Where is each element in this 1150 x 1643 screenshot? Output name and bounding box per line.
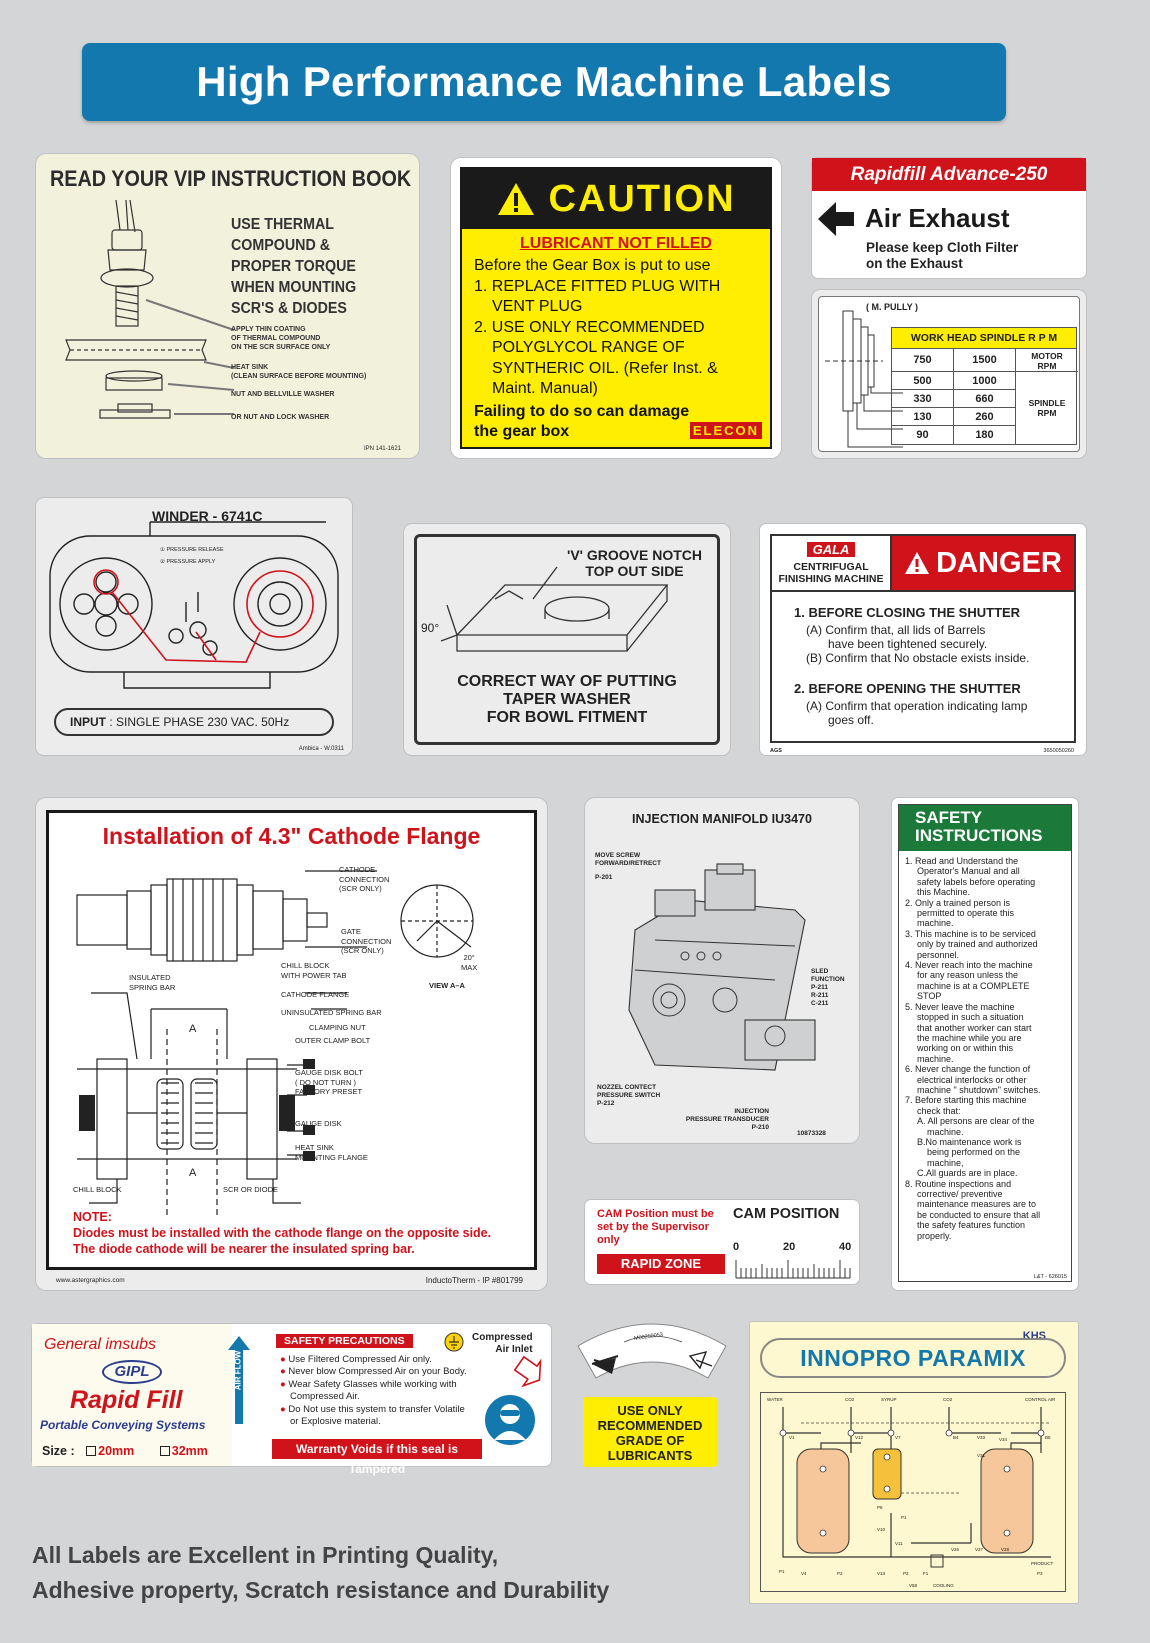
rapidfill-title: Rapidfill Advance-250 [812, 158, 1086, 191]
angle-label: 90° [421, 621, 440, 635]
table-cell: 130 [892, 408, 954, 426]
vip-title: READ YOUR VIP INSTRUCTION BOOK [50, 166, 412, 191]
cathode-title: Installation of 4.3" Cathode Flange [102, 823, 481, 849]
danger-body: 1. BEFORE CLOSING THE SHUTTER (A) Confirm that, all lids of Barrels have been tightened securely. (B) Confirm that No obstacle exists inside. 2. BEFORE OPENING THE SHUTTER (A) Confirm that operation indicating lamp goes off. [794, 605, 1030, 727]
caution-title: CAUTION [548, 177, 736, 220]
label-taper-washer [404, 524, 730, 755]
table-cell: 750 [892, 349, 954, 372]
elecon-logo: ELECON [690, 422, 762, 439]
manifold-title: INJECTION MANIFOLD IU3470 [632, 812, 812, 826]
label-gipl-rapid-fill [32, 1324, 551, 1476]
spindle-table-header: WORK HEAD SPINDLE R P M [892, 328, 1076, 349]
label-rapidfill-advance [812, 158, 1086, 278]
spindle-rpm-label: SPINDLE RPM [1028, 398, 1066, 418]
gipl-logo: GIPL [102, 1360, 162, 1384]
label-cam-position: CAM Position must be set by the Supervisor only RAPID ZONE CAM POSITION 0 20 40 [585, 1200, 859, 1284]
paramix-callouts: WATER CO2 SYRUP CO2 CONTROL AIR V1 V12 V7 B4 V33 V34 B5 V31 P6 P1 V10 V11 V26 V27 V28 P1 V4 P2 V13 P2 F1 V58 COOLING PRODUCT P3 [767, 1397, 1056, 1588]
table-cell: 330 [892, 390, 954, 408]
ground-icon [444, 1332, 464, 1352]
gauge-segment-label [572, 1316, 732, 1396]
table-cell: 1500 [954, 349, 1016, 372]
label-cathode-flange [36, 798, 547, 1290]
vip-callouts: APPLY THIN COATING OF THERMAL COMPOUND ON THE SCR SURFACE ONLY HEAT SINK (CLEAN SURFACE BEFORE MOUNTING) NUT AND BELLVILLE WASHER OR NUT AND LOCK WASHER [231, 326, 367, 421]
precautions-list: ● Use Filtered Compressed Air only. ● Never blow Compressed Air on your Body. ● Wear Safety Glasses while working with Compressed Air. ● Do Not use this system to transfer Volatile or Explosive material. [280, 1354, 467, 1428]
spindle-table [891, 327, 1077, 445]
header-banner [82, 43, 1006, 121]
gala-machine: CENTRIFUGAL FINISHING MACHINE [778, 561, 884, 585]
label-safety-instructions [892, 798, 1078, 1290]
manifold-callouts: MOVE SCREW FORWARD/RETRECT P-201 SLED FUNCTION P-211 R-211 C-211 NOZZEL CONTECT PRESSURE SWITCH P-212 INJECTION PRESSURE TRANSDUCER P-210 10873328 [595, 852, 845, 1137]
gipl-desc: Portable Conveying Systems [40, 1418, 206, 1432]
gipl-brand: General imsubs [44, 1336, 157, 1353]
vgroove-caption: CORRECT WAY OF PUTTING TAPER WASHER FOR BOWL FITMENT [457, 673, 677, 726]
size-checkbox [86, 1446, 96, 1456]
cathode-footer-left: www.astergraphics.com [56, 1277, 125, 1284]
label-spindle-rpm [812, 290, 1086, 458]
footer-tagline: All Labels are Excellent in Printing Quality, Adhesive property, Scratch resistance and Durability [32, 1542, 610, 1603]
label-vip-instruction [36, 154, 419, 458]
caution-subtitle: LUBRICANT NOT FILLED [520, 235, 712, 252]
compressed-air-label: Compressed Air Inlet [472, 1332, 533, 1355]
safety-list: 1. Read and Understand the Operator's Manual and all safety labels before operating this Machine. 2. Only a trained person is permitted to operate this machine. 3. This machine is to be serviced only by trained and authorized personnel. 4. Never reach into the machine for any reason unless the machine is at a COMPLETE STOP 5. Never leave the machine stopped in such a situation that another worker can start the machine while you are working on or within this machine. 6. Never change the function of electrical interlocks or other machine " shutdown" switches. 7. Before starting this machine check that: A. All persons are clear of the machine. B.No maintenance work is being performed on the machine, C.All guards are in place. 8. Routine inspections and corrective/ preventive maintenance measures are to be conducted to ensure that all the safety features function properly. [905, 856, 1041, 1241]
innopro-title-box [760, 1338, 1066, 1378]
warranty-banner: Warranty Voids if this seal is Tampered [272, 1439, 482, 1459]
cam-title: CAM POSITION [733, 1206, 840, 1222]
vip-main-text: USE THERMAL COMPOUND & PROPER TORQUE WHEN MOUNTING SCR'S & DIODES [231, 216, 357, 317]
arrow-left-icon [816, 200, 856, 238]
motor-rpm-label: MOTOR RPM [1016, 349, 1078, 372]
scr-diode-drawing [56, 200, 236, 440]
cam-note: CAM Position must be set by the Supervisor only [597, 1208, 714, 1246]
cathode-footer-right: InductoTherm - IP #801799 [425, 1276, 523, 1285]
table-cell: 1000 [954, 372, 1016, 390]
label-innopro-paramix [750, 1322, 1078, 1603]
innopro-title: INNOPRO PARAMIX [800, 1345, 1026, 1371]
safety-code: L&T - 626015 [1033, 1274, 1067, 1280]
cathode-callouts: CATHODE CONNECTION (SCR ONLY) GATE CONNECTION (SCR ONLY) 20° MAX VIEW A–A INSULATED SPRING BAR CHILL BLOCK WITH POWER TAB CATHODE FLANGE UNINSULATED SPRING BAR CLAMPING NUT OUTER CLAMP BOLT GAUGE DISK BOLT ( DO NOT TURN ) FACTORY PRESET GAUGE DISK HEAT SINK MOUNTING FLANGE CHILL BLOCK SCR OR DIODE A A [73, 865, 478, 1194]
pully-label: ( M. PULLY ) [866, 302, 919, 312]
warning-triangle-icon [904, 551, 930, 575]
cam-scale [735, 1256, 851, 1280]
rapid-zone-badge: RAPID ZONE [597, 1254, 725, 1274]
label-danger [760, 524, 1086, 755]
airflow-label: AIR FLOW [233, 1350, 243, 1391]
gipl-size: Size : 20mm 32mm [42, 1444, 208, 1458]
winder-legend: ① PRESSURE RELEASE ② PRESSURE APPLY [160, 547, 224, 565]
taper-washer-drawing [437, 565, 697, 675]
table-cell: 90 [892, 426, 954, 444]
winder-code: Ambica - W.0311 [298, 746, 344, 752]
page-title: High Performance Machine Labels [196, 58, 892, 105]
table-cell: 180 [954, 426, 1016, 444]
gauge-code: M00250053 [633, 1332, 664, 1342]
safety-header: SAFETY INSTRUCTIONS [899, 805, 1071, 851]
winder-drawing [46, 512, 342, 712]
warning-triangle-icon [496, 181, 536, 217]
size-checkbox [160, 1446, 170, 1456]
air-inlet-arrow-icon [512, 1358, 544, 1388]
vip-code: IPN 141-1621 [363, 446, 401, 452]
khs-logo: KHS [1022, 1330, 1046, 1342]
winder-input-box: INPUT : SINGLE PHASE 230 VAC. 50Hz [54, 708, 334, 736]
danger-header [892, 536, 1074, 590]
label-caution [451, 158, 781, 458]
table-cell: 260 [954, 408, 1016, 426]
caution-body: Before the Gear Box is put to use 1. REPLACE FITTED PLUG WITH VENT PLUG 2. USE ONLY RECOMMENDED POLYGLYCOL RANGE OF SYNTHERIC OIL. (Refer Inst. & Maint. Manual) Failing to do so can damage the gear box [474, 257, 721, 440]
label-winder [36, 498, 352, 755]
gala-logo: GALA [807, 542, 856, 557]
air-exhaust-text: Air Exhaust [865, 203, 1010, 233]
gala-block [772, 536, 892, 590]
gipl-product: Rapid Fill [70, 1386, 183, 1414]
label-lubricants: USE ONLY RECOMMENDED GRADE OF LUBRICANTS [583, 1397, 717, 1467]
precautions-title: SAFETY PRECAUTIONS [276, 1334, 413, 1348]
gipl-left [32, 1324, 232, 1466]
table-cell: 660 [954, 390, 1016, 408]
safety-glasses-icon [484, 1394, 536, 1446]
danger-code-left: AGS [770, 748, 782, 754]
danger-code-right: 3650050260 [1043, 748, 1074, 754]
table-cell: 500 [892, 372, 954, 390]
danger-title: DANGER [936, 546, 1062, 579]
label-injection-manifold [585, 798, 859, 1143]
caution-header [462, 169, 770, 229]
winder-title: WINDER - 6741C [152, 508, 263, 524]
cathode-note: NOTE: Diodes must be installed with the cathode flange on the opposite side. The diode cathode will be nearer the insulated spring bar. [73, 1210, 492, 1256]
vgroove-notch: 'V' GROOVE NOTCH TOP OUT SIDE [567, 547, 703, 579]
exhaust-note: Please keep Cloth Filter on the Exhaust [866, 240, 1019, 271]
